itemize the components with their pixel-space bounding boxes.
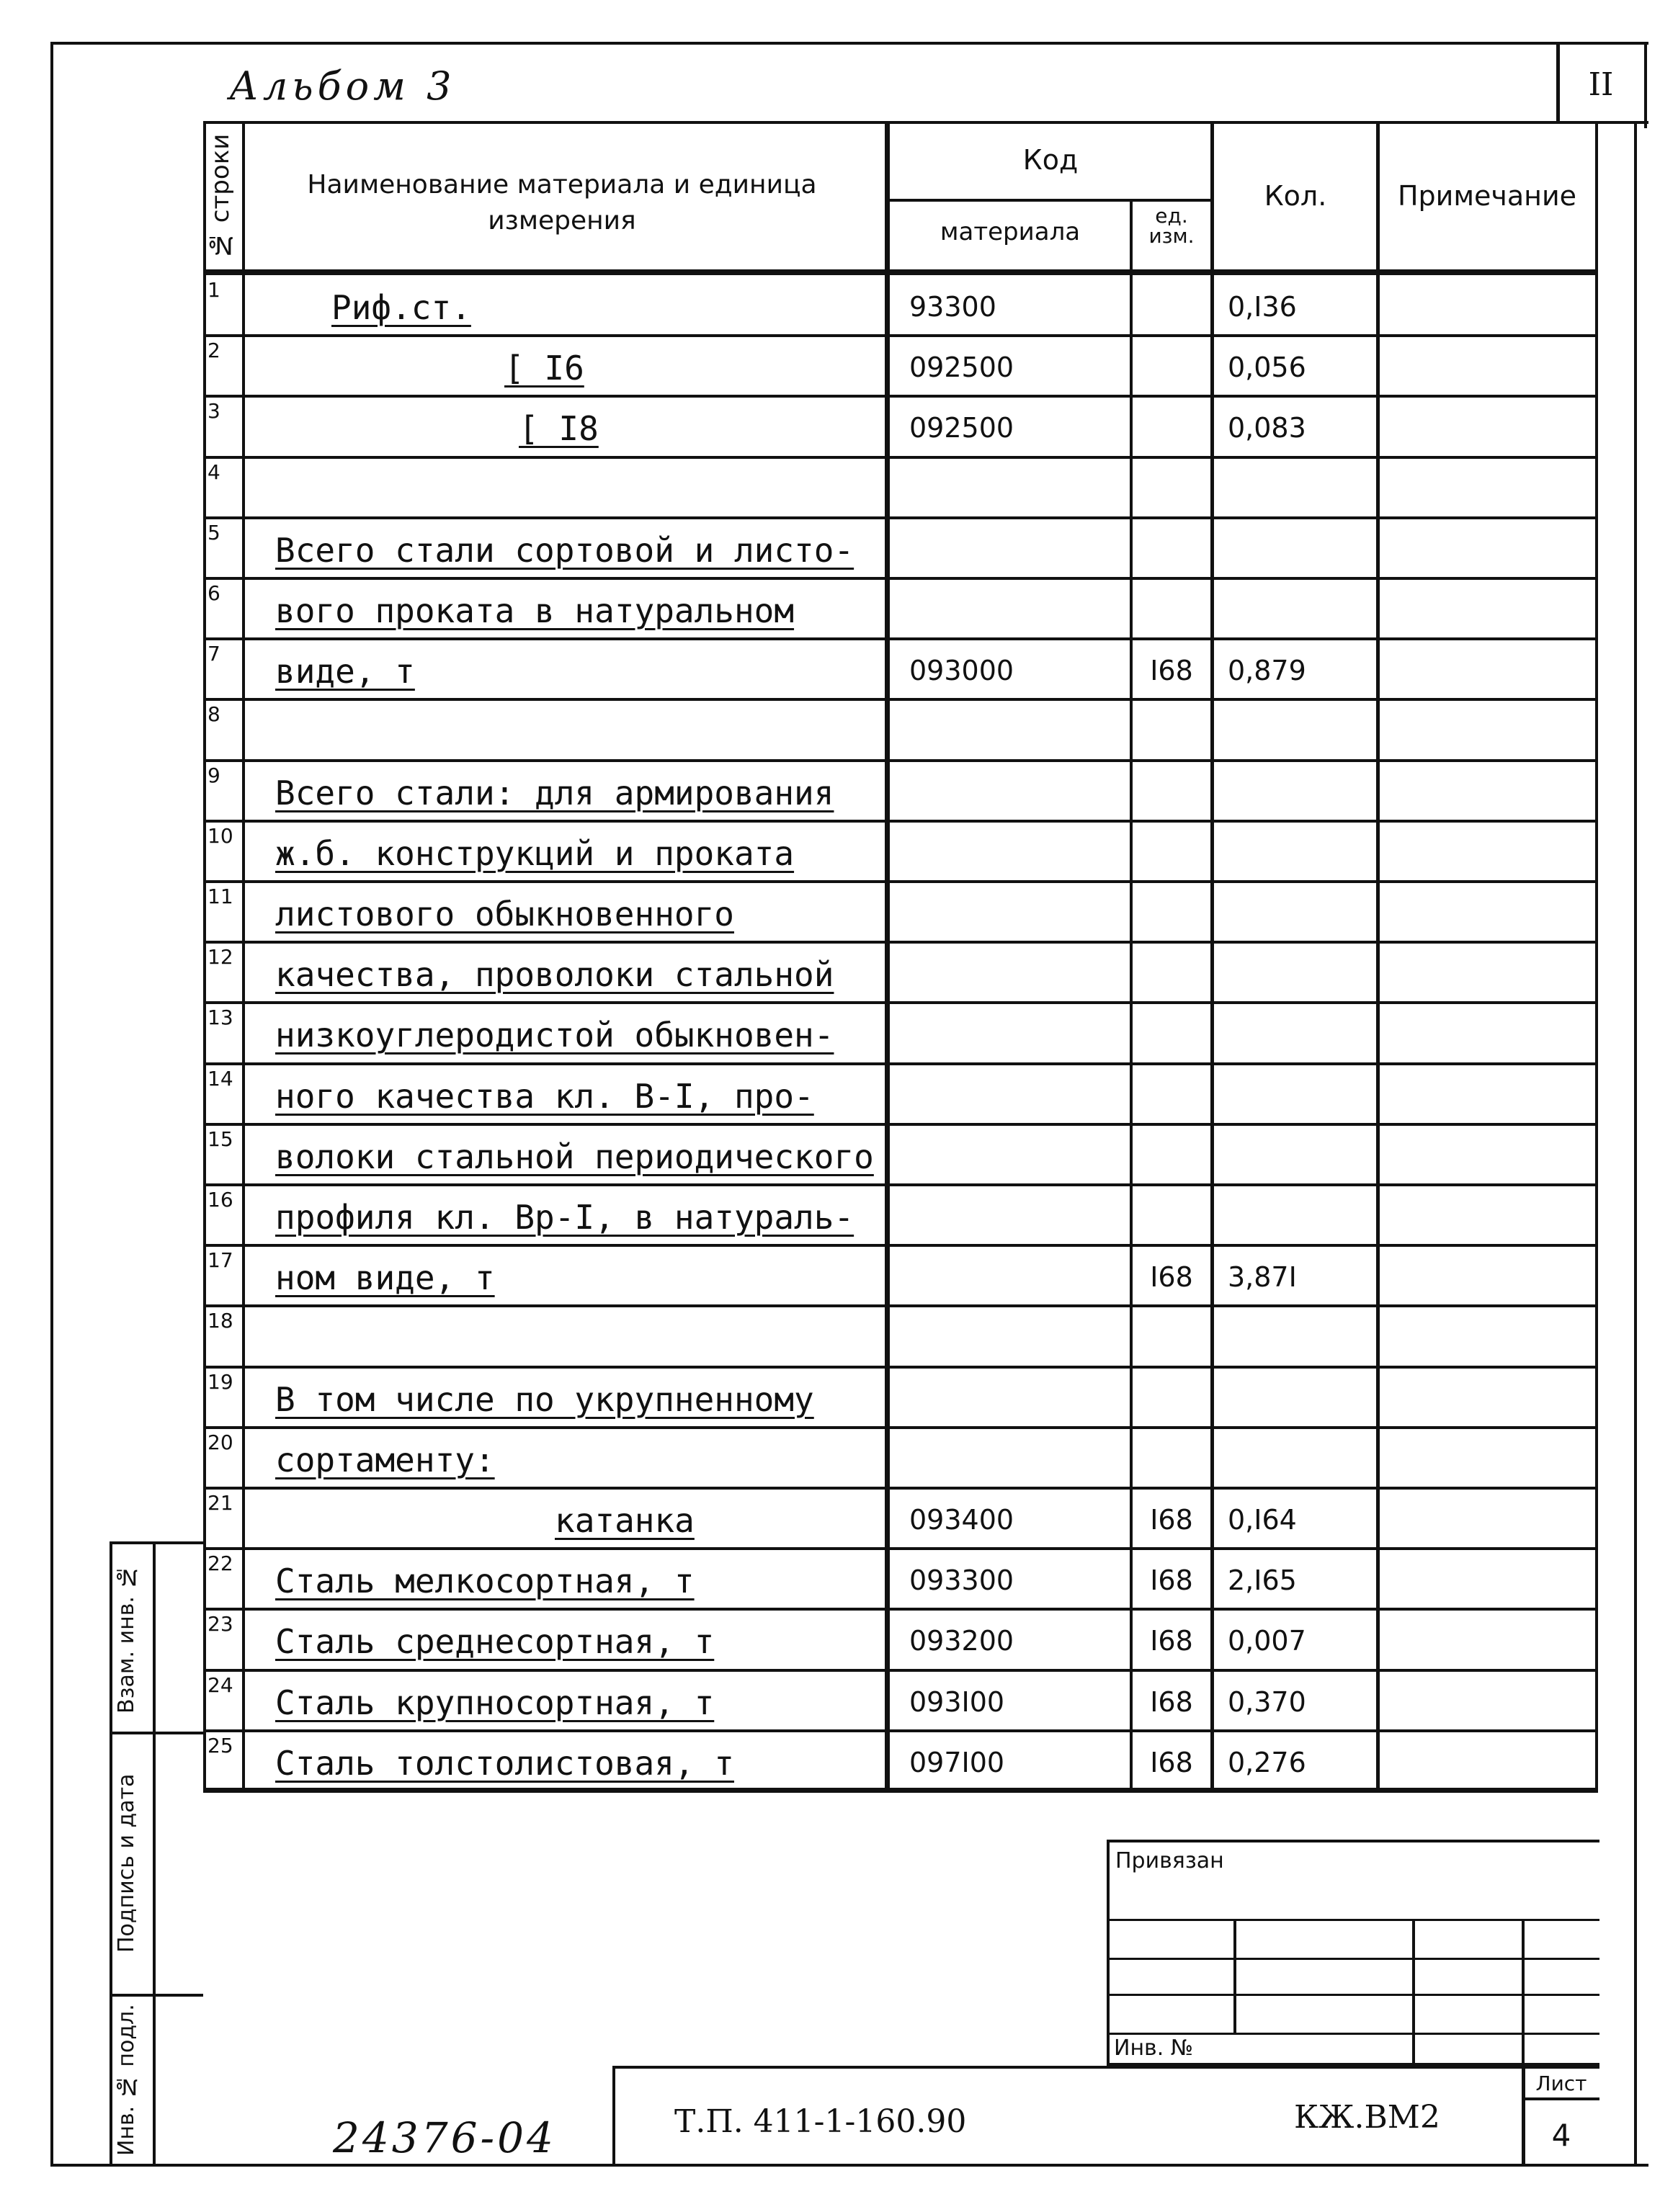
row-divider [203, 1547, 1598, 1550]
quantity: 0,370 [1228, 1685, 1306, 1718]
quantity: 0,056 [1228, 351, 1306, 384]
row-divider [203, 1062, 1598, 1065]
material-code: 093I00 [909, 1685, 1005, 1718]
material-name: виде, т [275, 652, 415, 691]
archive-number: 24376-04 [333, 2113, 556, 2162]
quantity: 2,I65 [1228, 1564, 1297, 1597]
album-title: Альбом 3 [229, 63, 456, 109]
frame-right-top [1644, 42, 1647, 128]
row-divider [203, 516, 1598, 519]
material-name: профиля кл. Вр-I, в натураль- [275, 1198, 854, 1237]
row-number: 24 [208, 1673, 233, 1697]
stamp-vline-1 [1233, 1919, 1236, 2033]
material-name: ном виде, т [275, 1258, 495, 1298]
row-number: 17 [208, 1248, 233, 1273]
corner-box-left [1556, 45, 1560, 124]
row-number: 19 [208, 1369, 233, 1394]
stamp-vline-3 [1522, 1919, 1525, 2066]
row-divider [203, 637, 1598, 640]
row-number: 8 [208, 702, 220, 727]
side-strip-mid [153, 1541, 156, 2167]
row-divider [203, 820, 1598, 823]
header-bottom-line [203, 269, 1598, 275]
row-number: 9 [208, 763, 220, 787]
header-material: материала [940, 218, 1081, 246]
material-name: сортаменту: [275, 1440, 495, 1479]
material-code: 092500 [909, 412, 1014, 444]
header-note: Примечание [1397, 180, 1577, 212]
col-line-unit [1130, 202, 1133, 1791]
material-name: [ I6 [504, 349, 584, 388]
row-divider [203, 456, 1598, 459]
quantity: 0,I36 [1228, 291, 1297, 323]
material-name: Сталь мелкосортная, т [275, 1562, 695, 1601]
stamp-sheet-hline [1522, 2097, 1599, 2100]
quantity: 0,083 [1228, 412, 1306, 444]
material-name: низкоуглеродистой обыкновен- [275, 1016, 834, 1055]
unit-code: I68 [1150, 1261, 1193, 1294]
row-number: 16 [208, 1188, 233, 1212]
row-number: 21 [208, 1491, 233, 1515]
quantity: 3,87I [1228, 1261, 1297, 1294]
row-divider [203, 1426, 1598, 1429]
row-divider [203, 1487, 1598, 1490]
frame-left [50, 42, 53, 2167]
row-number: 12 [208, 945, 233, 970]
row-divider [203, 1183, 1598, 1186]
row-divider [203, 1304, 1598, 1307]
stamp-line-1 [1107, 1919, 1599, 1921]
material-code: 093300 [909, 1564, 1014, 1597]
side-strip-div2 [110, 1994, 203, 1997]
material-name: В том числе по укрупненному [275, 1379, 814, 1419]
row-number: 2 [208, 339, 220, 363]
material-name: Всего стали сортовой и листо- [275, 530, 854, 570]
row-divider [203, 759, 1598, 762]
header-name: Наименование материала и единица измерения [307, 170, 817, 236]
frame-top [50, 42, 1648, 45]
row-divider [203, 880, 1598, 883]
row-divider [203, 1123, 1598, 1126]
row-divider [203, 941, 1598, 944]
material-name: катанка [555, 1501, 695, 1540]
row-divider [203, 698, 1598, 701]
col-line-note [1376, 121, 1380, 1791]
material-code: 093000 [909, 655, 1014, 687]
row-number: 15 [208, 1127, 233, 1151]
material-name: [ I8 [519, 409, 599, 449]
stamp-sheet-divider [1522, 2066, 1525, 2167]
stamp-sheet-label: Лист [1535, 2072, 1587, 2095]
side-strip-top [110, 1541, 203, 1544]
header-code: Код [1022, 144, 1079, 176]
unit-code: I68 [1150, 1625, 1193, 1657]
stamp-sheet-number: 4 [1551, 2118, 1571, 2153]
row-number: 23 [208, 1612, 233, 1636]
material-name: листового обыкновенного [275, 895, 734, 933]
row-number: 11 [208, 885, 233, 908]
row-number: 4 [208, 460, 220, 484]
row-divider [203, 395, 1598, 398]
stamp-line-3 [1107, 1994, 1599, 1996]
material-name: Сталь среднесортная, т [275, 1622, 715, 1662]
row-number: 20 [208, 1430, 233, 1454]
frame-right [1634, 122, 1637, 2167]
unit-code: I68 [1150, 1504, 1193, 1536]
header-quantity: Кол. [1264, 180, 1327, 212]
material-name: Всего стали: для армирования [275, 773, 834, 812]
stamp-line-4 [1107, 2033, 1599, 2035]
stamp-doc-number: Т.П. 411-1-160.90 [674, 2103, 967, 2140]
col-line-qty [1210, 121, 1214, 1791]
stamp-inv-label: Инв. № [1114, 2036, 1194, 2061]
row-number: 13 [208, 1006, 233, 1030]
row-number: 5 [208, 520, 220, 545]
material-code: 097I00 [909, 1746, 1005, 1778]
material-code: 092500 [909, 351, 1014, 384]
unit-code: I68 [1150, 655, 1193, 687]
quantity: 0,879 [1228, 655, 1306, 687]
material-name: Риф.ст. [331, 288, 471, 327]
side-label-replace-inv: Взам. инв. № [114, 1564, 139, 1714]
unit-code: I68 [1150, 1746, 1193, 1778]
stamp-doc-code: КЖ.ВМ2 [1294, 2099, 1440, 2136]
row-divider [203, 1244, 1598, 1247]
row-number: 3 [208, 399, 220, 424]
row-divider [203, 1608, 1598, 1611]
row-number: 22 [208, 1551, 233, 1576]
row-divider [203, 1790, 1598, 1793]
material-name: ного качества кл. В-I, про- [275, 1076, 814, 1116]
header-row-number: № строки [206, 133, 235, 260]
material-code: 093200 [909, 1625, 1014, 1657]
col-line-rowno [242, 121, 245, 1791]
quantity: 0,I64 [1228, 1504, 1297, 1536]
quantity: 0,007 [1228, 1625, 1306, 1657]
row-divider [203, 1366, 1598, 1369]
stamp-vline-2 [1412, 1919, 1415, 2066]
sheet-corner-number: II [1588, 66, 1614, 103]
material-name: вого проката в натуральном [275, 591, 795, 630]
row-number: 6 [208, 581, 220, 605]
stamp-attached-label: Привязан [1115, 1848, 1224, 1873]
material-name: волоки стальной периодического [275, 1137, 874, 1176]
row-number: 18 [208, 1309, 233, 1333]
material-name: Сталь крупносортная, т [275, 1683, 715, 1722]
material-code: 093400 [909, 1504, 1014, 1536]
header-unit: ед. изм. [1148, 204, 1195, 248]
stamp-attached-box [1107, 1840, 1599, 2066]
row-divider [203, 1001, 1598, 1004]
side-strip-left [110, 1541, 112, 2167]
unit-code: I68 [1150, 1564, 1193, 1597]
side-strip-div1 [110, 1732, 203, 1734]
quantity: 0,276 [1228, 1746, 1306, 1778]
row-divider [203, 577, 1598, 580]
side-label-orig-inv: Инв. № подл. [114, 2004, 139, 2157]
stamp-line-2 [1107, 1958, 1599, 1960]
material-name: ж.б. конструкций и проката [275, 833, 795, 873]
row-number: 14 [208, 1066, 233, 1091]
row-divider [203, 1729, 1598, 1732]
material-name: качества, проволоки стальной [275, 955, 834, 995]
row-number: 10 [208, 823, 233, 848]
row-number: 25 [208, 1733, 233, 1757]
row-number: 7 [208, 642, 220, 666]
code-subheader-line [888, 199, 1212, 202]
col-line-name [885, 121, 890, 1791]
row-divider [203, 1669, 1598, 1672]
row-divider [203, 334, 1598, 337]
unit-code: I68 [1150, 1685, 1193, 1718]
side-label-sign-date: Подпись и дата [114, 1773, 139, 1953]
material-code: 93300 [909, 291, 996, 323]
row-number: 1 [208, 278, 220, 302]
material-name: Сталь толстолистовая, т [275, 1743, 734, 1783]
